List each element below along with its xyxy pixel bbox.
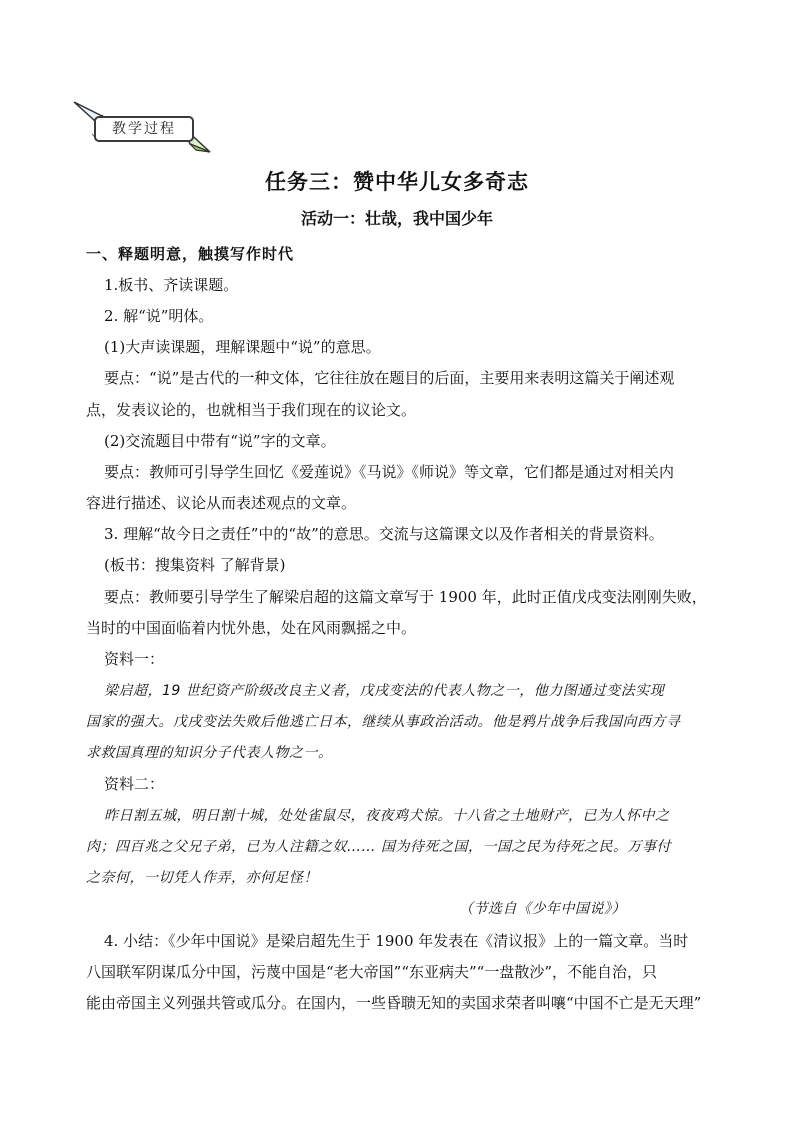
text-line: (1)大声读课题，理解课题中“说”的意思。	[104, 338, 381, 356]
material-text-line: 求救国真理的知识分子代表人物之一。	[86, 745, 333, 761]
text-line: 要点：教师要引导学生了解梁启超的这篇文章写于 1900 年，此时正值戊戌变法刚刚失败，	[104, 588, 707, 606]
text-line: 1.板书、齐读课题。	[104, 276, 239, 294]
text-line: 4. 小结：《少年中国说》是梁启超先生于 1900 年发表在《清议报》上的一篇文章。当时	[104, 932, 689, 950]
text-line: 点，发表议论的，也就相当于我们现在的议论文。	[86, 401, 417, 419]
text-line: (板书：搜集资料 了解背景)	[104, 556, 286, 574]
text-line: 要点：“说”是古代的一种文体，它往往放在题目的后面，主要用来表明这篇关于阐述观	[104, 369, 675, 387]
material-source: （节选自《少年中国说》）	[459, 901, 626, 917]
text-line: 2. 解“说”明体。	[104, 307, 214, 325]
activity-subtitle: 活动一：壮哉，我中国少年	[300, 209, 493, 228]
material-text-line: 国家的强大。戊戌变法失败后他逃亡日本，继续从事政治活动。他是鸦片战争后我国向西方寻	[86, 714, 681, 730]
text-line: 3. 理解“故今日之责任”中的“故”的意思。交流与这篇课文以及作者相关的背景资料。	[104, 525, 664, 543]
text-line: 能由帝国主义列强共管或瓜分。在国内，一些昏聩无知的卖国求荣者叫嚷“中国不亡是无天理”	[86, 994, 702, 1012]
material-text-line: 肉；四百兆之父兄子弟，已为人注籍之奴…… 国为待死之国，一国之民为待死之民。万事付	[86, 839, 671, 855]
material-text-line: 之奈何，一切凭人作弄，亦何足怪！	[86, 870, 318, 886]
text-line: 容进行描述、议论从而表述观点的文章。	[86, 494, 357, 512]
material-text-line: 昨日割五城，明日割十城，处处雀鼠尽，夜夜鸡犬惊。十八省之土地财产，已为人怀中之	[104, 808, 670, 824]
teaching-process-badge	[72, 98, 212, 158]
material-text-line: 梁启超，19 世纪资产阶级改良主义者，戊戌变法的代表人物之一，他力图通过变法实现	[104, 683, 665, 699]
page-title: 任务三：赞中华儿女多奇志	[265, 170, 529, 194]
section-heading: 一、释题明意，触摸写作时代	[86, 245, 295, 263]
text-line: 要点：教师可引导学生回忆《爱莲说》《马说》《师说》等文章，它们都是通过对相关内	[104, 463, 675, 481]
material-two-label: 资料二：	[104, 775, 165, 793]
text-line: 当时的中国面临着内忧外患，处在风雨飘摇之中。	[86, 619, 417, 637]
material-one-label: 资料一：	[104, 650, 165, 668]
text-line: 八国联军阴谋瓜分中国，污蔑中国是“老大帝国”“东亚病夫”“一盘散沙”，不能自治，只	[86, 963, 658, 981]
badge-label: 教学过程	[94, 116, 194, 142]
text-line: (2)交流题目中带有“说”字的文章。	[104, 432, 336, 450]
